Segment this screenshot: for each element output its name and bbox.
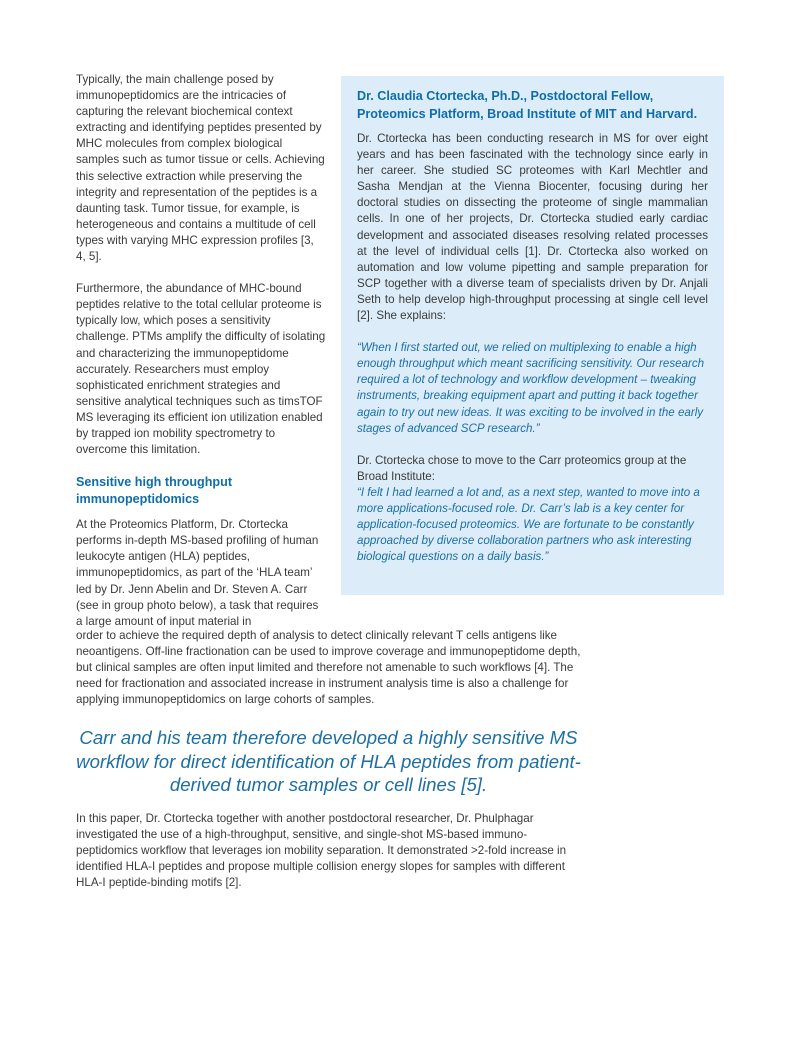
sidebar-paragraph: Dr. Ctortecka has been conducting research in MS for over eight years and has been fascinated with the technology since early in her career. She studied SC proteomes with Karl Mechtler and Sasha Mendjan at the Vienna Biocenter, focusing during her doctoral studies on dissecting the proteome of single mammalian cells. In one of her projects, Dr. Ctortecka studied early cardiac development and associated diseases resolving related processes at the level of individual cells [1]. Dr. Ctortecka also worked on automation and low volume pipetting and sample preparation for SCP together with a diverse team of specialists driven by Dr. Anjali Seth to help develop high-throughput processing at single cell level [2]. She explains:: [357, 132, 708, 323]
profile-sidebar: [341, 76, 724, 595]
body-paragraph: Furthermore, the abundance of MHC-bound peptides relative to the total cellular proteome is typically low, which poses a sensitivity challenge. PTMs amplify the difficulty of isolating and characterizing the immunopeptidome accurately. Researchers must employ sophisticated enrichment strategies and sensitive analytical techniques such as timsTOF MS leveraging its efficient ion utilization enabled by trapped ion mobility spectrometry to overcome this limitation.: [76, 282, 326, 457]
body-paragraph: Typically, the main challenge posed by immunopeptidomics are the intricacies of capturing the relevant biochemical context extracting and identifying peptides presented by MHC molecules from complex biological samples such as tumor tissue or cells. Achieving this selective extraction while preserving the integrity and representation of the peptides is a daunting task. Tumor tissue, for example, is heterogeneous and contains a multitude of cell types with varying MHC expression profiles [3, 4, 5].: [76, 73, 325, 264]
body-continuation: order to achieve the required depth of analysis to detect clinically relevant T cells antigens like neoantigens. Off-line fractionation can be used to improve coverage and immunopeptidome depth, but clinical samples are often input limited and therefore not amenable to such workflows [4]. The need for fractionation and associated increase in instrument analysis time is also a challenge for applying immunopeptidomics on large cohorts of samples.: [76, 629, 581, 707]
section-heading: Sensitive high throughput immunopeptidomics: [76, 475, 233, 506]
pull-quote: Carr and his team therefore developed a highly sensitive MS workflow for direct identification of HLA peptides from patient-derived tumor samples or cell lines [5].: [76, 727, 581, 795]
sidebar-title: Dr. Claudia Ctortecka, Ph.D., Postdoctoral Fellow, Proteomics Platform, Broad Institute of MIT and Harvard.: [357, 89, 698, 121]
left-column: [76, 72, 326, 630]
sidebar-quote: “When I first started out, we relied on multiplexing to enable a high enough throughput which meant sacrificing sensitivity. Our research required a lot of technology and workflow development – tweaking instruments, breaking equipment apart and putting it back together again to try out new ideas. It was exciting to be involved in the early stages of advanced SCP research.”: [357, 341, 705, 435]
sidebar-paragraph: Dr. Ctortecka chose to move to the Carr proteomics group at the Broad Institute:: [357, 453, 687, 483]
sidebar-quote: “I felt I had learned a lot and, as a next step, wanted to move into a more applications-focused role. Dr. Carr’s lab is a key center for application-focused proteomics. We are fortunate to be constantly approached by diverse collaboration partners who ask interesting biological questions on a daily basis.”: [357, 485, 700, 564]
body-paragraph: At the Proteomics Platform, Dr. Ctortecka performs in-depth MS-based profiling of human leukocyte antigen (HLA) peptides, immunopeptidomics, as part of the ‘HLA team’ led by Dr. Jenn Abelin and Dr. Steven A. Carr (see in group photo below), a task that requires a large amount of input material in: [76, 518, 319, 628]
body-paragraph: In this paper, Dr. Ctortecka together with another postdoctoral researcher, Dr. Phulphagar investigated the use of a high-throughput, sensitive, and single-shot MS-based immuno-peptidomics workflow that leverages ion mobility separation. It demonstrated >2-fold increase in identified HLA-I peptides and propose multiple collision energy slopes for samples with different HLA-I peptide-binding motifs [2].: [76, 812, 567, 890]
